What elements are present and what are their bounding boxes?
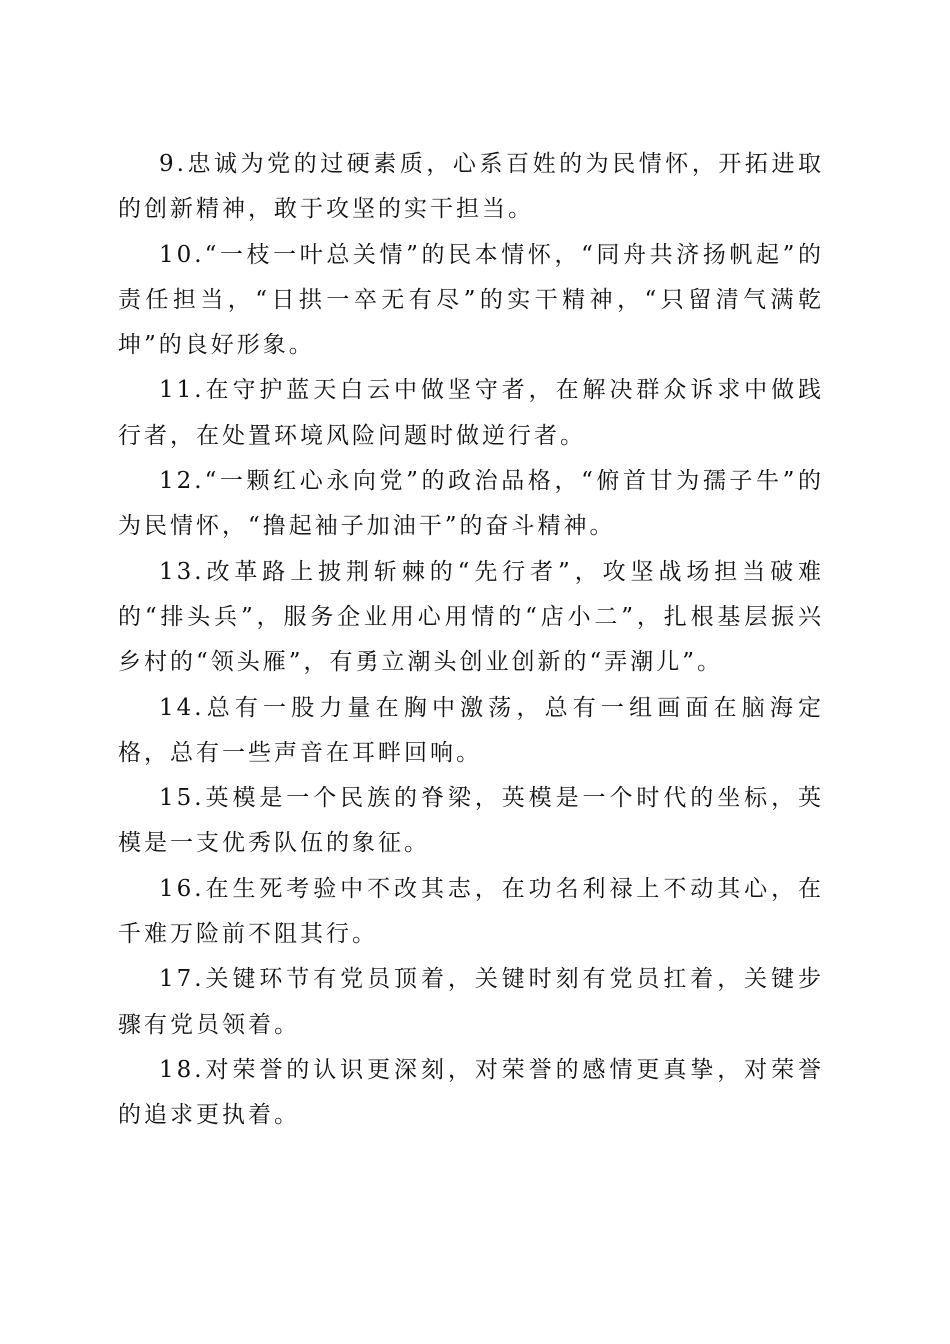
paragraph-number: 14. — [159, 694, 205, 721]
paragraph-number: 11. — [159, 377, 205, 404]
paragraph-18 — [118, 1048, 824, 1139]
paragraph-text: 对荣誉的认识更深刻，对荣誉的感情更真挚，对荣誉的追求更执着。 — [118, 1056, 824, 1129]
paragraph-number: 10. — [159, 241, 205, 268]
paragraph-text: “一枝一叶总关情”的民本情怀，“同舟共济扬帆起”的责任担当，“日拱一卒无有尽”的实干精神，“只留清气满乾坤”的良好形象。 — [118, 241, 824, 359]
paragraph-text: 在守护蓝天白云中做坚守者，在解决群众诉求中做践行者，在处置环境风险问题时做逆行者。 — [118, 377, 824, 449]
paragraph-number: 18. — [159, 1056, 205, 1083]
paragraph-14 — [118, 686, 824, 777]
document-body — [118, 142, 824, 1139]
paragraph-text: 忠诚为党的过硬素质，心系百姓的为民情怀，开拓进取的创新精神，敢于攻坚的实干担当。 — [118, 151, 824, 223]
paragraph-number: 16. — [159, 875, 205, 902]
paragraph-text: 关键环节有党员顶着，关键时刻有党员扛着，关键步骤有党员领着。 — [118, 966, 824, 1038]
paragraph-12 — [118, 459, 824, 550]
paragraph-15 — [118, 776, 824, 867]
paragraph-number: 13. — [159, 558, 205, 585]
paragraph-9 — [118, 142, 824, 233]
paragraph-text: 改革路上披荆斩棘的“先行者”，攻坚战场担当破难的“排头兵”，服务企业用心用情的“店小二”，扎根基层振兴乡村的“领头雁”，有勇立潮头创业创新的“弄潮儿”。 — [118, 558, 824, 676]
paragraph-16 — [118, 867, 824, 958]
paragraph-text: 总有一股力量在胸中激荡，总有一组画面在脑海定格，总有一些声音在耳畔回响。 — [118, 694, 824, 766]
paragraph-text: “一颗红心永向党”的政治品格，“俯首甘为孺子牛”的为民情怀，“撸起袖子加油干”的奋斗精神。 — [118, 468, 824, 540]
paragraph-17 — [118, 957, 824, 1048]
paragraph-11 — [118, 368, 824, 459]
paragraph-number: 9. — [159, 151, 187, 177]
paragraph-number: 17. — [159, 966, 205, 993]
paragraph-text: 在生死考验中不改其志，在功名利禄上不动其心，在千难万险前不阻其行。 — [118, 875, 824, 948]
paragraph-number: 12. — [159, 468, 205, 495]
paragraph-13 — [118, 550, 824, 686]
paragraph-10 — [118, 233, 824, 369]
paragraph-text: 英模是一个民族的脊梁，英模是一个时代的坐标，英模是一支优秀队伍的象征。 — [118, 785, 824, 857]
paragraph-number: 15. — [159, 785, 205, 812]
